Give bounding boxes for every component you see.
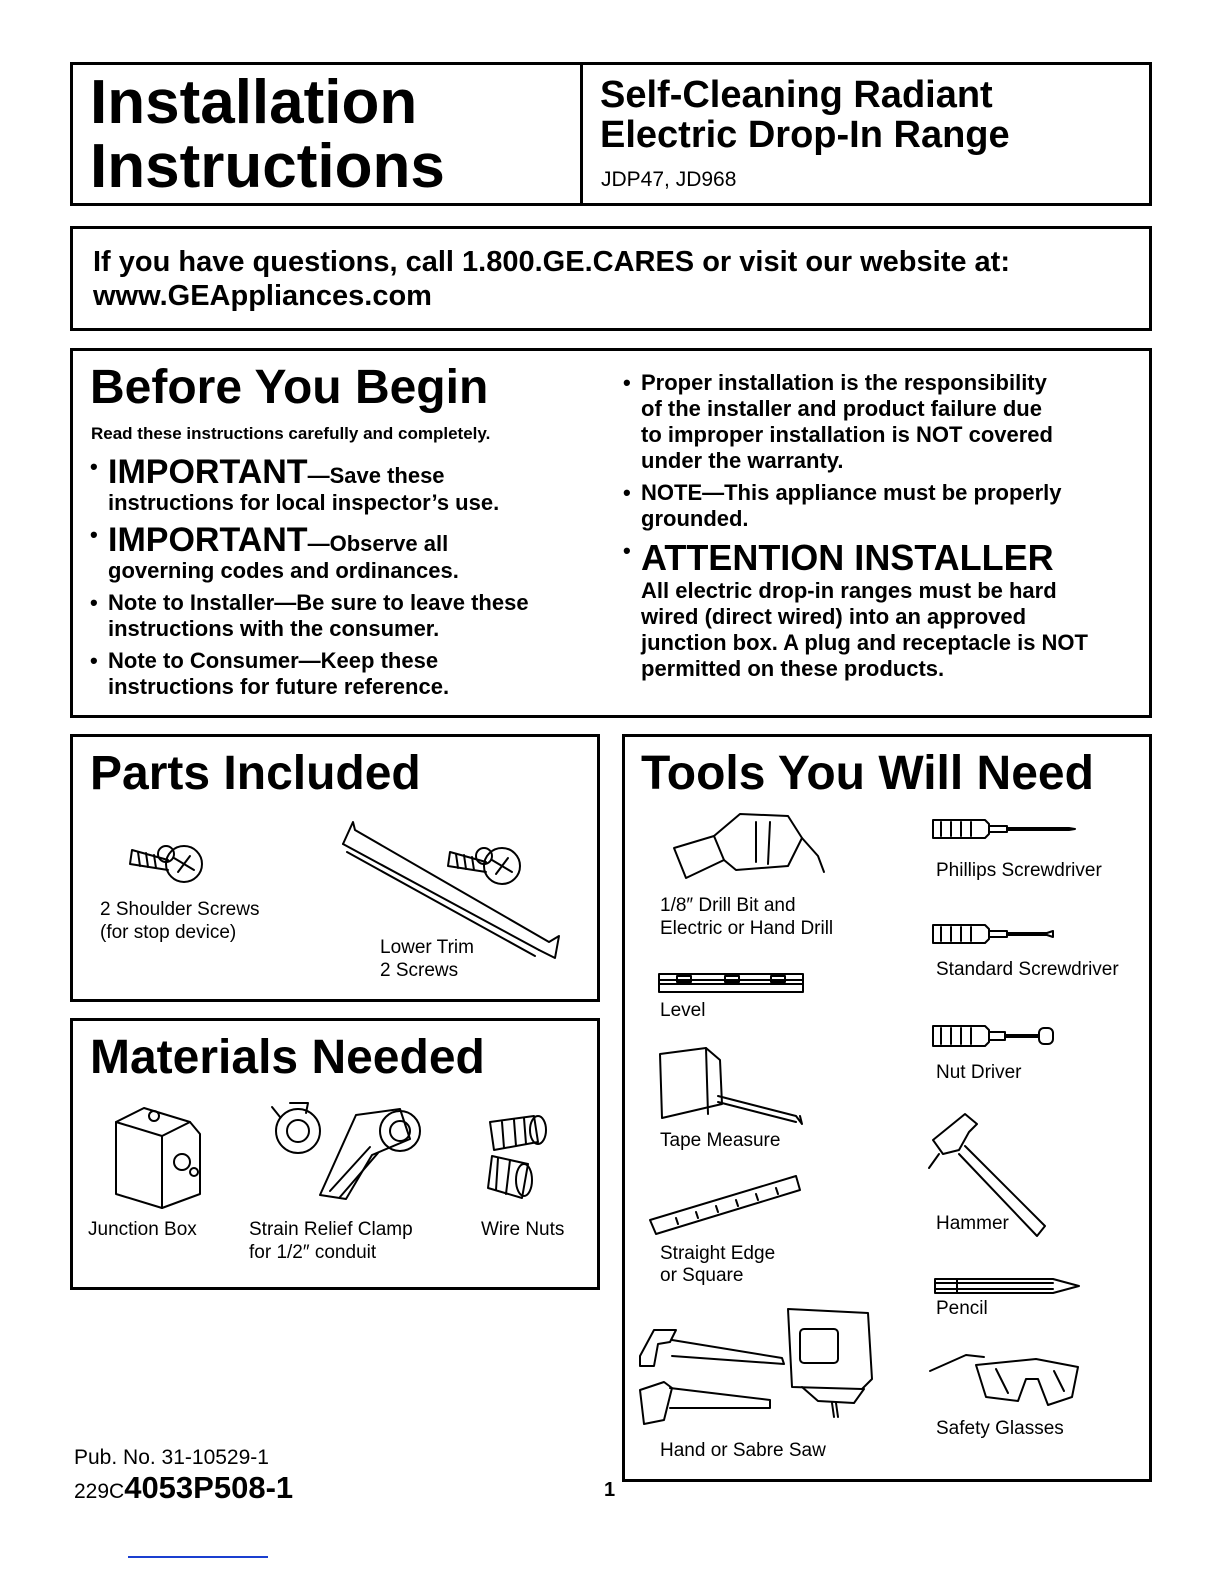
nut-driver-icon [929, 1020, 1059, 1054]
straight-edge-label: Straight Edge [660, 1243, 776, 1264]
safety-glasses-icon [926, 1345, 1086, 1415]
pencil-icon [933, 1275, 1083, 1297]
important-text: —Observe all [307, 531, 449, 556]
wire-nuts-label: Wire Nuts [481, 1219, 565, 1240]
straight-edge-note: or Square [660, 1265, 744, 1286]
footer-rule [128, 1556, 268, 1558]
attention-text: junction box. A plug and receptacle is NOT [641, 630, 1088, 655]
product-name-line2: Electric Drop-In Range [600, 114, 1010, 156]
saw-label: Hand or Sabre Saw [660, 1440, 826, 1461]
strain-relief-clamp-note: for 1/2″ conduit [249, 1242, 377, 1263]
important-save-item [90, 453, 500, 516]
bullet: • [90, 648, 98, 673]
note-text-cont: instructions for future reference. [108, 674, 450, 699]
wire-nuts-icon [478, 1108, 563, 1208]
hammer-label: Hammer [936, 1213, 1009, 1234]
note-text: Note to Consumer—Keep these [108, 648, 439, 673]
bullet-text: to improper installation is NOT covered [641, 422, 1053, 447]
attention-installer-item [623, 537, 1088, 682]
important-text-cont: governing codes and ordinances. [108, 558, 459, 583]
note-text-cont: instructions with the consumer. [108, 616, 440, 641]
part-code [74, 1470, 293, 1506]
attention-text: All electric drop-in ranges must be hard [641, 578, 1057, 603]
model-numbers: JDP47, JD968 [601, 168, 737, 191]
phillips-screwdriver-label: Phillips Screwdriver [936, 860, 1102, 881]
page-number: 1 [604, 1479, 616, 1501]
hand-saw-icon [636, 1326, 786, 1426]
bullet: • [90, 522, 98, 547]
tape-measure-icon [656, 1044, 816, 1129]
junction-box-icon [112, 1102, 207, 1214]
bullet: • [623, 370, 631, 395]
tools-title: Tools You Will Need [641, 747, 1094, 800]
tape-measure-label: Tape Measure [660, 1130, 781, 1151]
shoulder-screws-note: (for stop device) [100, 922, 237, 943]
strain-relief-clamp-icon [260, 1095, 435, 1205]
important-label: IMPORTANT [108, 521, 308, 559]
grounding-note-item [623, 480, 1062, 532]
bullet: • [90, 454, 98, 479]
note-consumer-item [90, 648, 450, 700]
important-observe-item [90, 521, 459, 584]
attention-text: permitted on these products. [641, 656, 945, 681]
junction-box-label: Junction Box [88, 1219, 197, 1240]
bullet-text: grounded. [641, 506, 749, 531]
bullet: • [623, 538, 631, 563]
phillips-screwdriver-icon [929, 814, 1079, 844]
pencil-label: Pencil [936, 1298, 988, 1319]
important-text: —Save these [307, 463, 445, 488]
bullet: • [623, 480, 631, 505]
level-icon [657, 970, 807, 1000]
parts-included-title: Parts Included [90, 747, 421, 800]
header-divider [580, 62, 583, 206]
materials-needed-title: Materials Needed [90, 1031, 485, 1084]
bullet-text: of the installer and product failure due [641, 396, 1042, 421]
attention-heading: ATTENTION INSTALLER [641, 537, 1054, 578]
bullet-text: under the warranty. [641, 448, 844, 473]
part-code-prefix: 229C [74, 1480, 125, 1503]
drill-icon [660, 808, 835, 903]
shoulder-screws-icon [122, 830, 212, 890]
straight-edge-icon [646, 1168, 806, 1243]
drill-label: 1/8″ Drill Bit and [660, 895, 796, 916]
drill-note: Electric or Hand Drill [660, 918, 834, 939]
bullet-text: Proper installation is the responsibility [641, 370, 1047, 395]
contact-line: If you have questions, call 1.800.GE.CARES or visit our website at: [93, 246, 1010, 278]
important-label: IMPORTANT [108, 453, 308, 491]
responsibility-item [623, 370, 1053, 474]
pub-number: Pub. No. 31-10529-1 [74, 1446, 269, 1469]
safety-glasses-label: Safety Glasses [936, 1418, 1064, 1439]
standard-screwdriver-label: Standard Screwdriver [936, 959, 1119, 980]
before-you-begin-title: Before You Begin [90, 361, 489, 414]
lower-trim-screws-label: 2 Screws [380, 960, 459, 981]
page-title-line2: Instructions [90, 132, 445, 201]
standard-screwdriver-icon [929, 919, 1059, 949]
attention-text: wired (direct wired) into an approved [641, 604, 1027, 629]
bullet-text: NOTE—This appliance must be properly [641, 480, 1062, 505]
shoulder-screws-label: 2 Shoulder Screws [100, 899, 260, 920]
strain-relief-clamp-label: Strain Relief Clamp [249, 1219, 413, 1240]
level-label: Level [660, 1000, 706, 1021]
important-text-cont: instructions for local inspector’s use. [108, 490, 500, 515]
sabre-saw-icon [772, 1305, 882, 1420]
product-name-line1: Self-Cleaning Radiant [600, 74, 993, 116]
before-intro: Read these instructions carefully and completely. [91, 424, 491, 443]
note-installer-item [90, 590, 529, 642]
part-code-main: 4053P508-1 [124, 1470, 294, 1505]
page-title-line1: Installation [90, 68, 418, 137]
website-link[interactable]: www.GEAppliances.com [93, 280, 432, 312]
bullet: • [90, 590, 98, 615]
lower-trim-label: Lower Trim [380, 937, 474, 958]
note-text: Note to Installer—Be sure to leave these [108, 590, 529, 615]
nut-driver-label: Nut Driver [936, 1062, 1022, 1083]
